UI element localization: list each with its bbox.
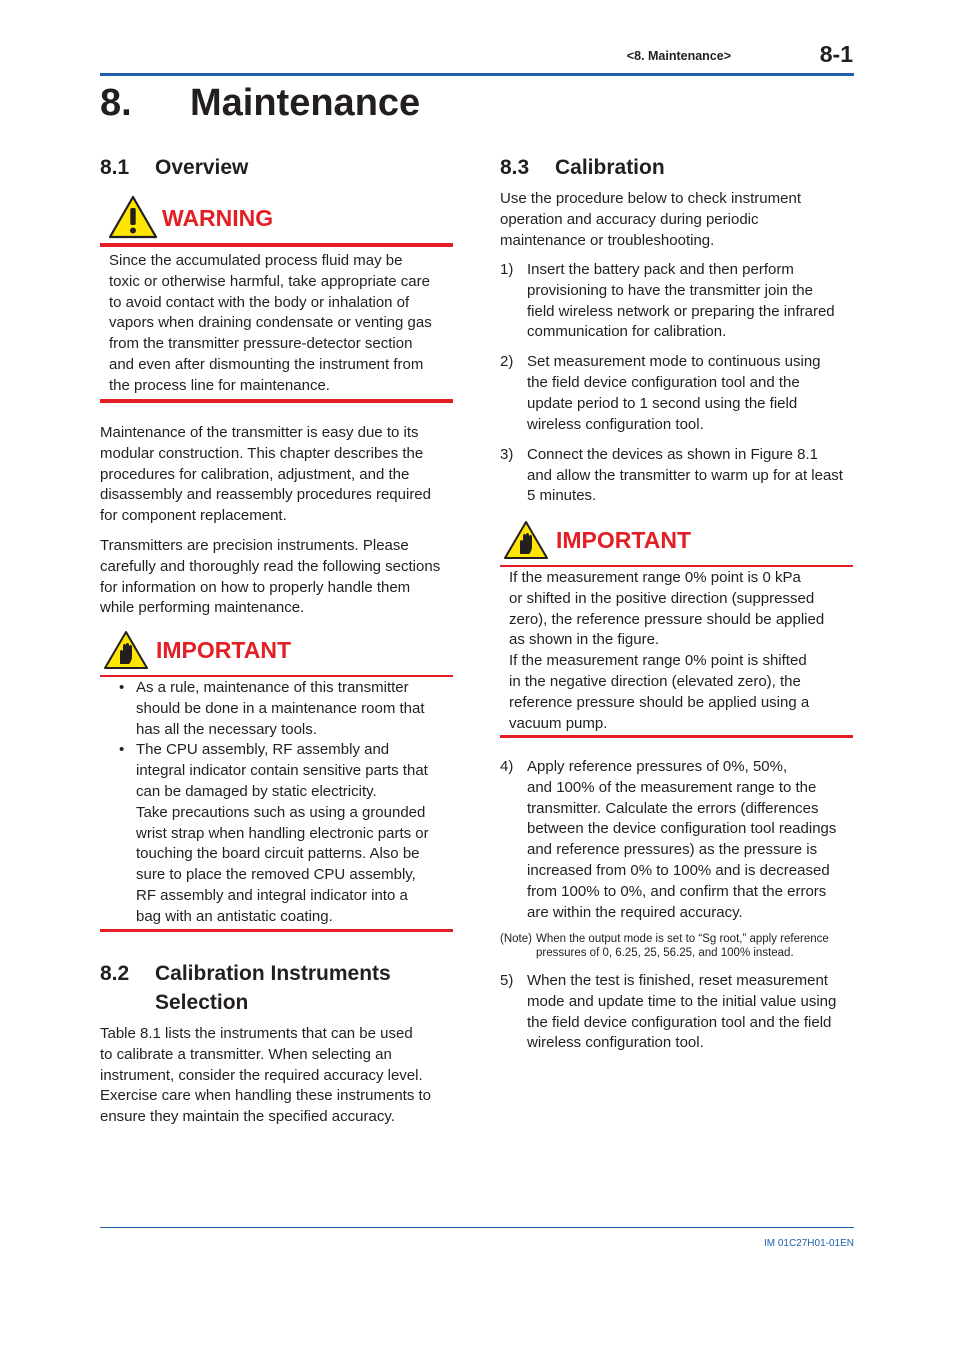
text-line: instrument, consider the required accuracy level. bbox=[100, 1066, 423, 1084]
calibration-intro bbox=[500, 189, 854, 251]
text-line: Maintenance of the transmitter is easy due to its bbox=[100, 424, 419, 441]
text-line: wrist strap when handling electronic parts or bbox=[136, 824, 429, 842]
text-line: has all the necessary tools. bbox=[136, 720, 317, 738]
important-bullet-list bbox=[100, 678, 455, 928]
text-line: operation and accuracy during periodic bbox=[500, 210, 759, 228]
text-line: communication for calibration. bbox=[527, 323, 727, 341]
text-line: Insert the battery pack and then perform bbox=[527, 261, 794, 278]
text-line: Transmitters are precision instruments. Please bbox=[100, 537, 409, 554]
section-number: 8.2 bbox=[100, 962, 130, 985]
list-marker: • bbox=[119, 741, 125, 759]
document-id: IM 01C27H01-01EN bbox=[763, 1238, 854, 1249]
text-line: and allow the transmitter to warm up for at least bbox=[527, 466, 843, 484]
text-line: mode and update time to the initial value using bbox=[527, 992, 837, 1010]
text-line: increased from 0% to 100% and is decreased bbox=[527, 861, 830, 879]
note-line-1: When the output mode is set to “Sg root,” apply reference bbox=[536, 933, 829, 945]
footer-rule bbox=[100, 1227, 854, 1228]
text-line: the process line for maintenance. bbox=[109, 376, 330, 394]
warning-triangle-icon bbox=[108, 195, 158, 239]
calibration-step-5 bbox=[500, 971, 854, 1061]
important-top-rule bbox=[100, 675, 453, 677]
text-line: As a rule, maintenance of this transmitter bbox=[136, 679, 409, 696]
section-8-3-heading bbox=[500, 153, 854, 182]
calibration-step-4 bbox=[500, 757, 854, 927]
text-line: When the test is finished, reset measurement bbox=[527, 972, 828, 989]
text-line: transmitter. Calculate the errors (differences bbox=[527, 799, 819, 817]
calibration-instruments-paragraph bbox=[100, 1024, 455, 1128]
text-line: toxic or otherwise harmful, take appropriate care bbox=[109, 272, 430, 290]
text-line: integral indicator contain sensitive parts that bbox=[136, 762, 428, 780]
text-line: from 100% to 0%, and confirm that the errors bbox=[527, 882, 827, 900]
text-line: between the device configuration tool readings bbox=[527, 820, 837, 838]
calibration-steps-1-3 bbox=[500, 260, 854, 515]
list-marker: 4) bbox=[500, 758, 514, 775]
text-line: bag with an antistatic coating. bbox=[136, 907, 333, 925]
text-line: ensure they maintain the specified accuracy. bbox=[100, 1108, 395, 1126]
text-line: Take precautions such as using a grounded bbox=[136, 803, 426, 821]
text-line: zero), the reference pressure should be applied bbox=[509, 610, 825, 628]
text-line: and even after dismounting the instrument from bbox=[109, 355, 424, 373]
text-line: or shifted in the positive direction (suppressed bbox=[509, 589, 815, 607]
note bbox=[500, 932, 854, 962]
list-item bbox=[136, 740, 429, 927]
warning-top-rule bbox=[100, 243, 453, 247]
section-title-line-2: Selection bbox=[155, 991, 249, 1014]
chapter-number: 8. bbox=[100, 82, 132, 124]
note-line-2: pressures of 0, 6.25, 25, 56.25, and 100% instead. bbox=[536, 947, 794, 959]
section-title: Calibration bbox=[555, 156, 665, 179]
note-label: (Note) bbox=[500, 933, 532, 945]
warning-text bbox=[109, 251, 454, 397]
section-number: 8.1 bbox=[100, 156, 130, 179]
important-hand-icon bbox=[503, 520, 549, 560]
text-line: and reference pressures) as the pressure is bbox=[527, 841, 818, 859]
section-8-1-heading bbox=[100, 153, 455, 182]
list-item bbox=[527, 971, 836, 1054]
text-line: If the measurement range 0% point is 0 kPa bbox=[509, 569, 801, 586]
text-line: If the measurement range 0% point is shifted bbox=[509, 652, 807, 670]
important-bottom-rule bbox=[100, 929, 453, 932]
text-line: disassembly and reassembly procedures required bbox=[100, 486, 431, 504]
text-line: modular construction. This chapter describes the bbox=[100, 444, 424, 462]
text-line: to avoid contact with the body or inhalation of bbox=[109, 293, 410, 311]
important-top-rule bbox=[500, 565, 853, 567]
text-line: The CPU assembly, RF assembly and bbox=[136, 741, 390, 759]
text-line: to calibrate a transmitter. When selecting an bbox=[100, 1045, 392, 1063]
text-line: are within the required accuracy. bbox=[527, 903, 743, 921]
text-line: the field device configuration tool and the field bbox=[527, 1013, 832, 1031]
text-line: can be damaged by static electricity. bbox=[136, 782, 377, 800]
text-line: Use the procedure below to check instrument bbox=[500, 190, 801, 207]
header-rule bbox=[100, 73, 854, 76]
text-line: wireless configuration tool. bbox=[527, 1034, 704, 1052]
section-8-2-heading bbox=[100, 959, 455, 1017]
text-line: procedures for calibration, adjustment, and the bbox=[100, 465, 410, 483]
text-line: the field device configuration tool and the bbox=[527, 374, 800, 392]
text-line: carefully and thoroughly read the following sections bbox=[100, 557, 441, 575]
text-line: for component replacement. bbox=[100, 507, 287, 525]
list-marker: 3) bbox=[500, 445, 514, 463]
text-line: Table 8.1 lists the instruments that can be used bbox=[100, 1025, 413, 1042]
warning-bottom-rule bbox=[100, 399, 453, 403]
list-item bbox=[527, 352, 821, 435]
list-marker: 5) bbox=[500, 972, 514, 989]
page-number: 8-1 bbox=[819, 41, 853, 67]
overview-paragraph-2 bbox=[100, 536, 455, 619]
section-title-line-1: Calibration Instruments bbox=[155, 962, 391, 985]
text-line: and 100% of the measurement range to the bbox=[527, 778, 817, 796]
text-line: as shown in the figure. bbox=[509, 631, 660, 649]
text-line: touching the board circuit patterns. Also be bbox=[136, 845, 420, 863]
list-item bbox=[527, 260, 835, 343]
important-hand-icon bbox=[103, 630, 149, 670]
list-item bbox=[136, 678, 425, 740]
text-line: in the negative direction (elevated zero), the bbox=[509, 672, 801, 690]
text-line: Since the accumulated process fluid may be bbox=[109, 252, 403, 269]
text-line: from the transmitter pressure-detector section bbox=[109, 335, 413, 353]
text-line: Connect the devices as shown in Figure 8.1 bbox=[527, 445, 818, 463]
important-bottom-rule bbox=[500, 735, 853, 738]
running-header: <8. Maintenance> bbox=[626, 49, 731, 63]
text-line: wireless configuration tool. bbox=[527, 415, 704, 433]
text-line: RF assembly and integral indicator into a bbox=[136, 886, 408, 904]
text-line: Apply reference pressures of 0%, 50%, bbox=[527, 758, 788, 775]
text-line: maintenance or troubleshooting. bbox=[500, 231, 715, 249]
text-line: vacuum pump. bbox=[509, 714, 608, 732]
list-item bbox=[527, 445, 843, 507]
warning-title: WARNING bbox=[162, 205, 274, 231]
text-line: update period to 1 second using the field bbox=[527, 394, 798, 412]
list-marker: • bbox=[119, 679, 125, 696]
text-line: field wireless network or preparing the infrared bbox=[527, 302, 835, 320]
important-title: IMPORTANT bbox=[556, 527, 692, 553]
text-line: should be done in a maintenance room that bbox=[136, 699, 425, 717]
text-line: vapors when draining condensate or venting gas bbox=[109, 314, 432, 332]
section-title: Overview bbox=[155, 156, 249, 179]
list-item bbox=[527, 757, 836, 923]
overview-paragraph-1 bbox=[100, 423, 455, 527]
text-line: sure to place the removed CPU assembly, bbox=[136, 866, 416, 884]
chapter-title: Maintenance bbox=[190, 82, 421, 124]
text-line: reference pressure should be applied using a bbox=[509, 693, 810, 711]
text-line: for information on how to properly handle them bbox=[100, 578, 411, 596]
section-number: 8.3 bbox=[500, 156, 530, 179]
text-line: provisioning to have the transmitter join the bbox=[527, 281, 813, 299]
text-line: while performing maintenance. bbox=[100, 599, 305, 617]
text-line: 5 minutes. bbox=[527, 487, 597, 505]
list-marker: 1) bbox=[500, 261, 514, 278]
list-marker: 2) bbox=[500, 353, 514, 371]
text-line: Set measurement mode to continuous using bbox=[527, 353, 821, 371]
text-line: Exercise care when handling these instruments to bbox=[100, 1087, 432, 1105]
important-title: IMPORTANT bbox=[156, 637, 292, 663]
important-text bbox=[509, 568, 854, 734]
